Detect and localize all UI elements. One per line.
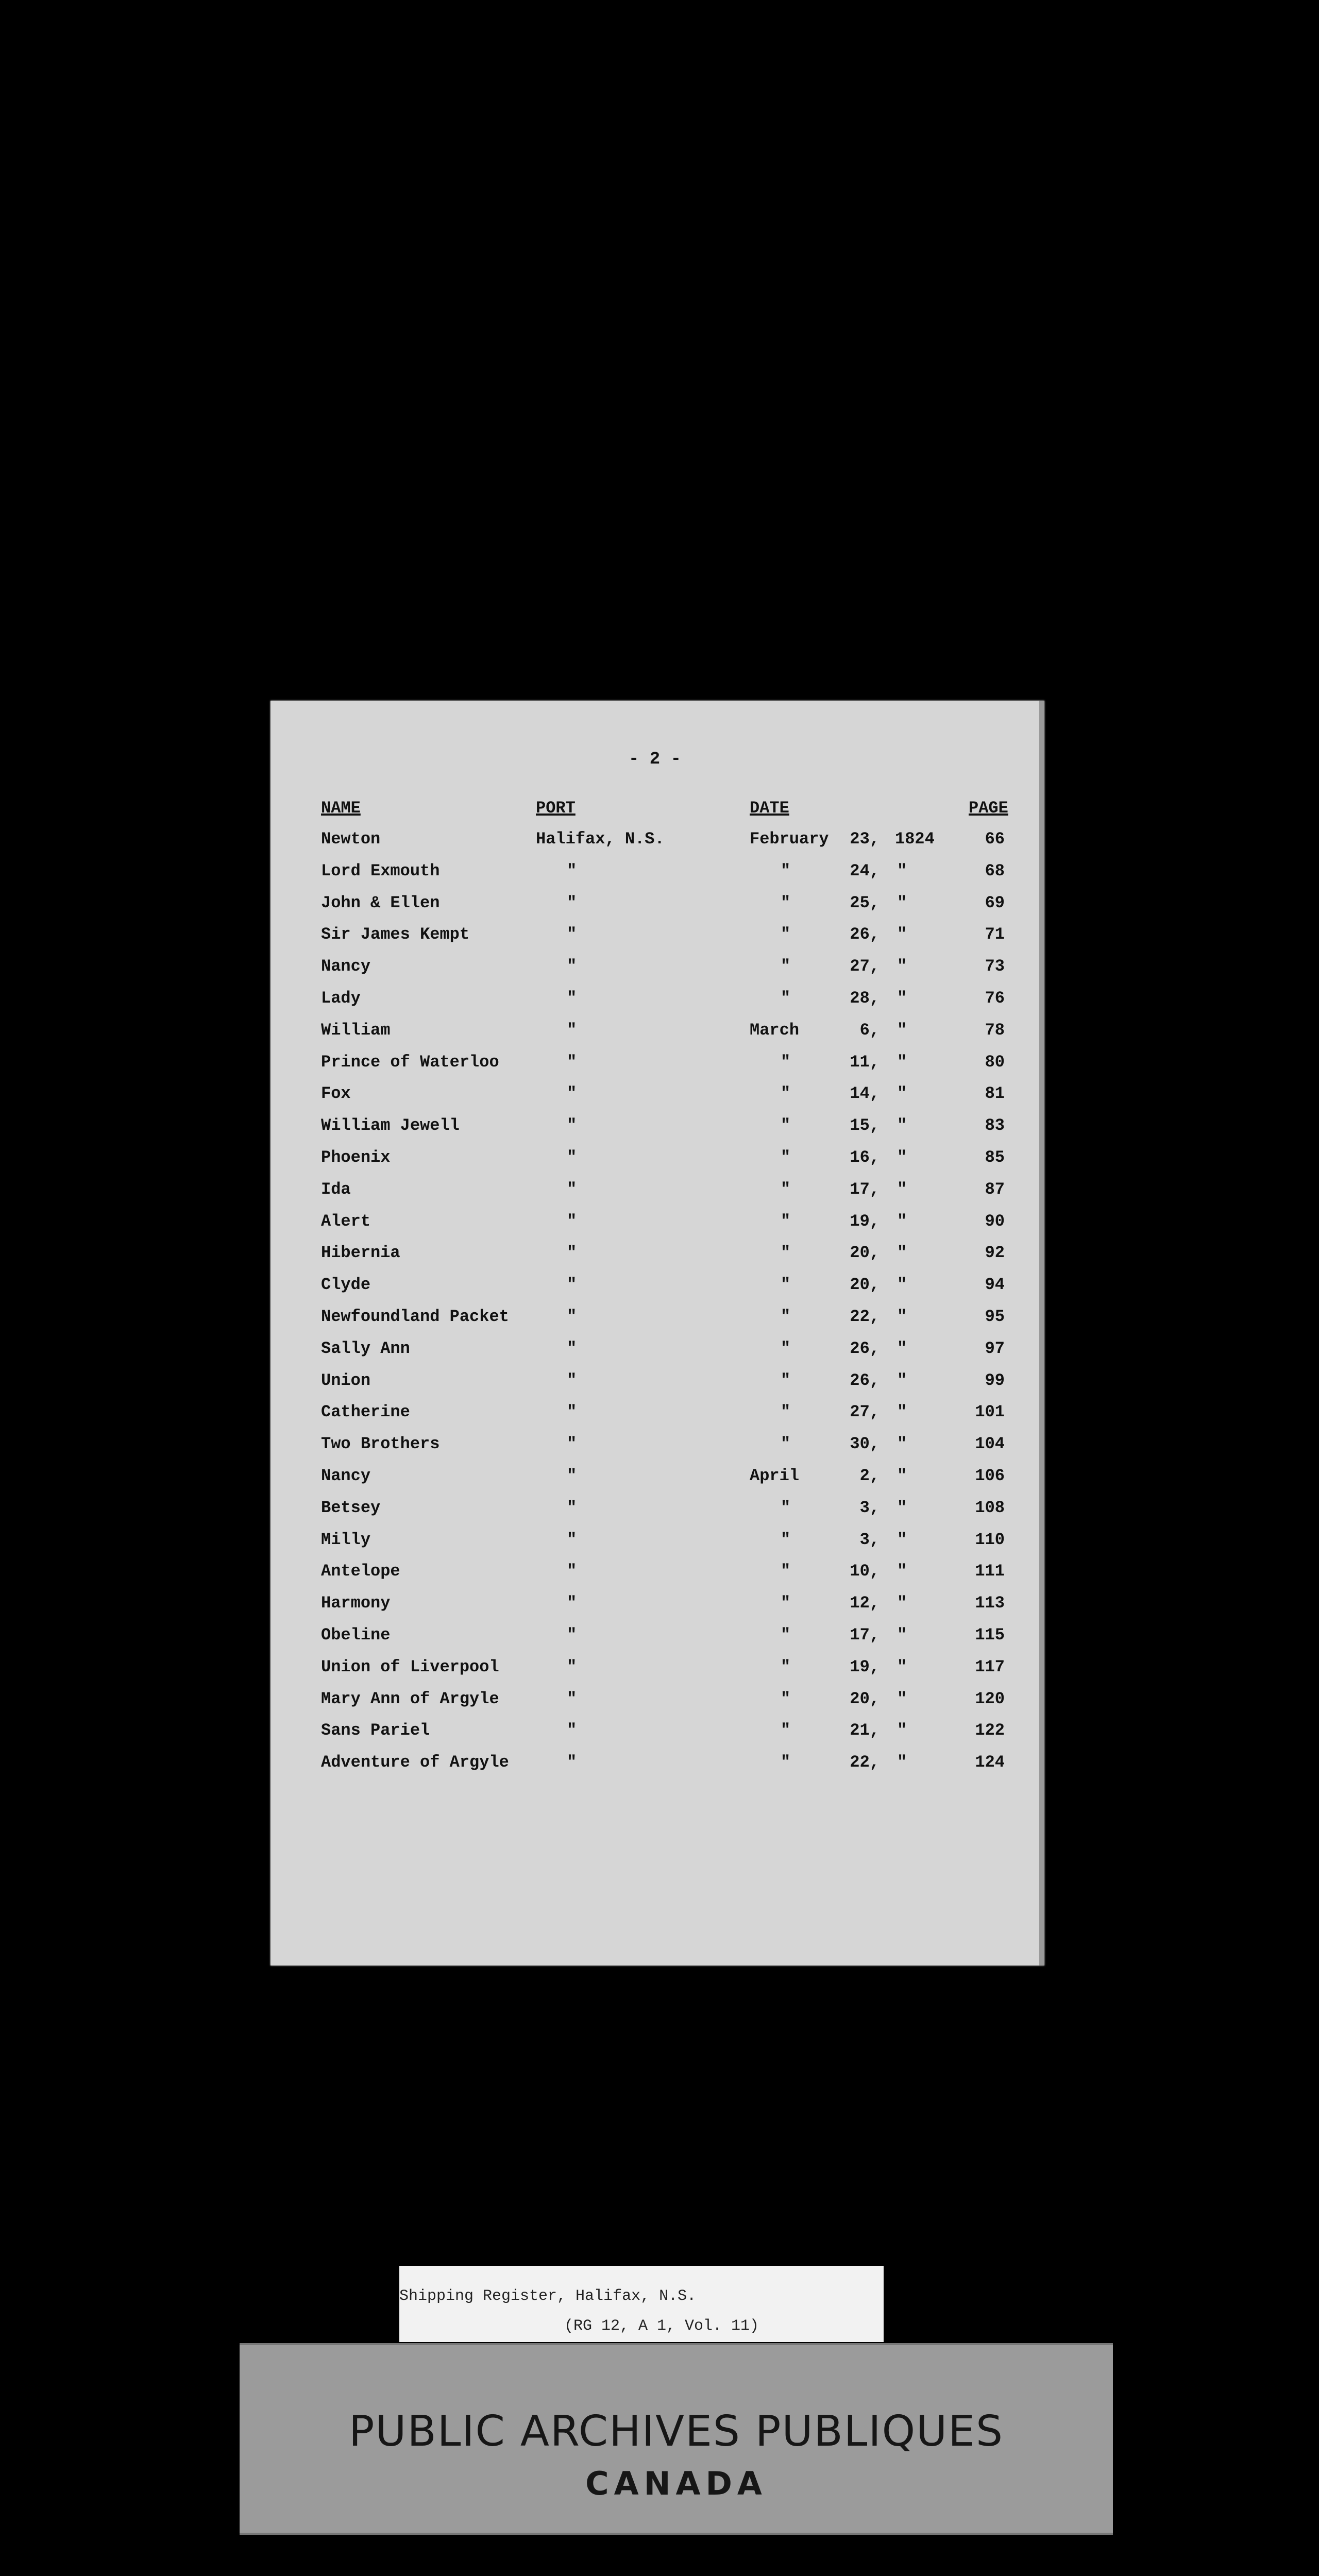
- entry-page: 71: [985, 925, 1005, 944]
- label-reference: (RG 12, A 1, Vol. 11): [564, 2317, 759, 2335]
- entry-month: ": [781, 1402, 791, 1422]
- entry-name: Alert: [321, 1211, 371, 1231]
- entry-day: 17,: [850, 1625, 880, 1645]
- entry-month: ": [781, 1498, 791, 1517]
- entry-day: 3,: [859, 1530, 880, 1549]
- entry-name: Mary Ann of Argyle: [321, 1689, 499, 1708]
- header-date: DATE: [750, 799, 789, 818]
- entry-name: Union: [321, 1370, 371, 1390]
- entry-page: 92: [985, 1243, 1005, 1263]
- entry-port: ": [567, 1020, 577, 1040]
- entry-year: ": [897, 1498, 907, 1517]
- entry-month: ": [781, 1148, 791, 1167]
- table-row: [270, 1594, 1039, 1625]
- entry-name: Clyde: [321, 1275, 371, 1295]
- entry-page: 111: [975, 1562, 1005, 1581]
- entry-page: 110: [975, 1530, 1005, 1549]
- entry-month: ": [781, 1434, 791, 1454]
- entry-port: ": [567, 1562, 577, 1581]
- entry-day: 26,: [850, 1370, 880, 1390]
- entry-year: ": [897, 1211, 907, 1231]
- entry-year: ": [897, 893, 907, 912]
- entry-name: William: [321, 1020, 391, 1040]
- entry-name: Milly: [321, 1530, 371, 1549]
- entry-month: ": [781, 1116, 791, 1136]
- entry-month: ": [781, 1179, 791, 1199]
- entry-day: 19,: [850, 1211, 880, 1231]
- entry-name: Betsey: [321, 1498, 381, 1517]
- entry-year: ": [897, 1275, 907, 1295]
- entry-port: ": [567, 1402, 577, 1422]
- entry-port: ": [567, 1370, 577, 1390]
- entry-year: ": [897, 1338, 907, 1358]
- entry-year: ": [897, 1020, 907, 1040]
- entry-month: ": [781, 1084, 791, 1104]
- entry-day: 26,: [850, 1338, 880, 1358]
- register-page: [270, 701, 1044, 1965]
- entry-month: April: [750, 1466, 800, 1485]
- entry-name: Sir James Kempt: [321, 925, 470, 944]
- entry-year: ": [897, 925, 907, 944]
- entry-year: ": [897, 1625, 907, 1645]
- entry-day: 30,: [850, 1434, 880, 1454]
- table-row: [270, 989, 1039, 1021]
- entry-year: ": [897, 957, 907, 976]
- entry-month: ": [781, 1594, 791, 1613]
- header-page: PAGE: [969, 799, 1008, 818]
- entry-port: ": [567, 1338, 577, 1358]
- entry-day: 6,: [859, 1020, 880, 1040]
- entry-port: ": [567, 1148, 577, 1167]
- table-row: [270, 1339, 1039, 1371]
- entry-name: Obeline: [321, 1625, 391, 1645]
- entry-page: 83: [985, 1116, 1005, 1136]
- entry-month: ": [781, 1211, 791, 1231]
- entry-month: ": [781, 1689, 791, 1708]
- entry-day: 19,: [850, 1657, 880, 1676]
- table-row: [270, 1148, 1039, 1180]
- entry-page: 90: [985, 1211, 1005, 1231]
- entry-year: ": [897, 989, 907, 1008]
- entry-year: ": [897, 1689, 907, 1708]
- entry-day: 2,: [859, 1466, 880, 1485]
- table-row: [270, 1275, 1039, 1307]
- entry-name: Sally Ann: [321, 1338, 410, 1358]
- entry-port: ": [567, 1594, 577, 1613]
- reference-label: [399, 2266, 884, 2342]
- entry-page: 76: [985, 989, 1005, 1008]
- entry-page: 80: [985, 1052, 1005, 1072]
- entry-port: ": [567, 1530, 577, 1549]
- entry-month: ": [781, 989, 791, 1008]
- table-row: [270, 1180, 1039, 1212]
- entry-name: Newfoundland Packet: [321, 1307, 509, 1326]
- table-row: [270, 925, 1039, 957]
- table-row: [270, 1625, 1039, 1657]
- entry-year: ": [897, 1307, 907, 1326]
- entry-name: Union of Liverpool: [321, 1657, 499, 1676]
- entry-day: 28,: [850, 989, 880, 1008]
- entry-year: ": [897, 1721, 907, 1740]
- entry-name: Harmony: [321, 1594, 391, 1613]
- entry-page: 117: [975, 1657, 1005, 1676]
- entry-name: Nancy: [321, 957, 371, 976]
- entry-name: Ida: [321, 1179, 351, 1199]
- entry-name: Sans Pariel: [321, 1721, 430, 1740]
- entry-page: 81: [985, 1084, 1005, 1104]
- entry-month: March: [750, 1020, 800, 1040]
- entry-day: 20,: [850, 1689, 880, 1708]
- table-row: [270, 1498, 1039, 1530]
- entry-name: Two Brothers: [321, 1434, 440, 1454]
- entry-page: 108: [975, 1498, 1005, 1517]
- entry-year: ": [897, 1530, 907, 1549]
- entry-port: ": [567, 1753, 577, 1772]
- entry-page: 66: [985, 829, 1005, 849]
- entry-month: ": [781, 1530, 791, 1549]
- entry-day: 15,: [850, 1116, 880, 1136]
- archives-subtitle: CANADA: [585, 2465, 767, 2502]
- entry-port: ": [567, 1721, 577, 1740]
- entry-month: February: [750, 829, 829, 849]
- entry-month: ": [781, 1753, 791, 1772]
- entry-port: ": [567, 1243, 577, 1263]
- entry-day: 27,: [850, 957, 880, 976]
- entry-month: ": [781, 1657, 791, 1676]
- entry-day: 20,: [850, 1243, 880, 1263]
- entry-name: Catherine: [321, 1402, 410, 1422]
- entry-port: ": [567, 893, 577, 912]
- table-row: [270, 1562, 1039, 1594]
- entry-page: 95: [985, 1307, 1005, 1326]
- entry-month: ": [781, 1338, 791, 1358]
- entry-day: 22,: [850, 1753, 880, 1772]
- entry-port: ": [567, 1275, 577, 1295]
- entry-port: ": [567, 1466, 577, 1485]
- entry-port: ": [567, 1211, 577, 1231]
- table-row: [270, 1657, 1039, 1689]
- entry-port: ": [567, 1657, 577, 1676]
- table-row: [270, 829, 1039, 861]
- table-row: [270, 1402, 1039, 1434]
- entry-month: ": [781, 925, 791, 944]
- table-row: [270, 1307, 1039, 1339]
- header-port: PORT: [536, 799, 576, 818]
- entry-year: ": [897, 1466, 907, 1485]
- entry-page: 104: [975, 1434, 1005, 1454]
- entry-year: ": [897, 1753, 907, 1772]
- entry-year: 1824: [895, 829, 935, 849]
- entry-name: Newton: [321, 829, 381, 849]
- entry-name: Fox: [321, 1084, 351, 1104]
- entry-port: ": [567, 1116, 577, 1136]
- entry-day: 11,: [850, 1052, 880, 1072]
- entry-month: ": [781, 1562, 791, 1581]
- entry-page: 97: [985, 1338, 1005, 1358]
- entry-month: ": [781, 1275, 791, 1295]
- entry-page: 78: [985, 1020, 1005, 1040]
- entry-port: ": [567, 1084, 577, 1104]
- table-row: [270, 1116, 1039, 1148]
- entry-day: 10,: [850, 1562, 880, 1581]
- entry-name: Adventure of Argyle: [321, 1753, 509, 1772]
- entry-name: John & Ellen: [321, 893, 440, 912]
- entry-year: ": [897, 1562, 907, 1581]
- archives-title: PUBLIC ARCHIVES PUBLIQUES: [348, 2407, 1004, 2456]
- entry-day: 3,: [859, 1498, 880, 1517]
- entry-month: ": [781, 861, 791, 880]
- table-row: [270, 1689, 1039, 1721]
- entry-page: 68: [985, 861, 1005, 880]
- entry-year: ": [897, 861, 907, 880]
- entry-page: 113: [975, 1594, 1005, 1613]
- entry-page: 115: [975, 1625, 1005, 1645]
- entry-port: ": [567, 1052, 577, 1072]
- table-row: [270, 1466, 1039, 1498]
- table-row: [270, 957, 1039, 989]
- entry-page: 106: [975, 1466, 1005, 1485]
- entry-year: ": [897, 1370, 907, 1390]
- entry-name: Prince of Waterloo: [321, 1052, 499, 1072]
- entry-year: ": [897, 1594, 907, 1613]
- entry-port: ": [567, 989, 577, 1008]
- entry-page: 124: [975, 1753, 1005, 1772]
- table-row: [270, 1084, 1039, 1116]
- entry-day: 26,: [850, 925, 880, 944]
- entry-port: ": [567, 1434, 577, 1454]
- entry-page: 94: [985, 1275, 1005, 1295]
- entry-year: ": [897, 1148, 907, 1167]
- table-row: [270, 1243, 1039, 1275]
- entry-day: 21,: [850, 1721, 880, 1740]
- entry-name: Lord Exmouth: [321, 861, 440, 880]
- entry-day: 23,: [850, 829, 880, 849]
- table-row: [270, 1753, 1039, 1785]
- entry-port: ": [567, 1307, 577, 1326]
- entry-day: 25,: [850, 893, 880, 912]
- entry-port: ": [567, 1498, 577, 1517]
- entry-day: 14,: [850, 1084, 880, 1104]
- page-number: - 2 -: [628, 750, 682, 769]
- entry-name: Lady: [321, 989, 361, 1008]
- entry-page: 69: [985, 893, 1005, 912]
- entry-year: ": [897, 1116, 907, 1136]
- entry-year: ": [897, 1434, 907, 1454]
- entry-page: 101: [975, 1402, 1005, 1422]
- entry-year: ": [897, 1179, 907, 1199]
- entry-month: ": [781, 1370, 791, 1390]
- entry-month: ": [781, 957, 791, 976]
- entry-port: ": [567, 957, 577, 976]
- table-row: [270, 1530, 1039, 1562]
- entry-month: ": [781, 1243, 791, 1263]
- entry-day: 20,: [850, 1275, 880, 1295]
- entry-page: 87: [985, 1179, 1005, 1199]
- entry-page: 85: [985, 1148, 1005, 1167]
- table-row: [270, 1371, 1039, 1403]
- entry-name: Nancy: [321, 1466, 371, 1485]
- entry-year: ": [897, 1052, 907, 1072]
- entry-month: ": [781, 1307, 791, 1326]
- entry-port: ": [567, 1179, 577, 1199]
- entry-day: 24,: [850, 861, 880, 880]
- entry-port: ": [567, 861, 577, 880]
- entry-page: 99: [985, 1370, 1005, 1390]
- table-row: [270, 893, 1039, 925]
- table-row: [270, 1021, 1039, 1053]
- header-name: NAME: [321, 799, 361, 818]
- entry-page: 73: [985, 957, 1005, 976]
- table-row: [270, 1434, 1039, 1466]
- entry-year: ": [897, 1243, 907, 1263]
- entry-day: 27,: [850, 1402, 880, 1422]
- entry-month: ": [781, 1052, 791, 1072]
- archives-banner: [240, 2343, 1113, 2535]
- entry-month: ": [781, 893, 791, 912]
- entry-month: ": [781, 1625, 791, 1645]
- entry-year: ": [897, 1402, 907, 1422]
- entry-page: 120: [975, 1689, 1005, 1708]
- table-row: [270, 861, 1039, 893]
- entry-page: 122: [975, 1721, 1005, 1740]
- entry-day: 16,: [850, 1148, 880, 1167]
- entry-day: 22,: [850, 1307, 880, 1326]
- entry-year: ": [897, 1657, 907, 1676]
- table-row: [270, 1721, 1039, 1753]
- entry-year: ": [897, 1084, 907, 1104]
- entry-name: William Jewell: [321, 1116, 460, 1136]
- entry-port: Halifax, N.S.: [536, 829, 665, 849]
- entry-port: ": [567, 1689, 577, 1708]
- entry-port: ": [567, 925, 577, 944]
- entry-name: Phoenix: [321, 1148, 391, 1167]
- label-title: Shipping Register, Halifax, N.S.: [399, 2287, 697, 2305]
- entry-name: Antelope: [321, 1562, 400, 1581]
- table-row: [270, 1212, 1039, 1244]
- table-header: [270, 799, 1039, 831]
- table-row: [270, 1053, 1039, 1084]
- entry-day: 17,: [850, 1179, 880, 1199]
- entry-name: Hibernia: [321, 1243, 400, 1263]
- entry-month: ": [781, 1721, 791, 1740]
- entry-day: 12,: [850, 1594, 880, 1613]
- entry-port: ": [567, 1625, 577, 1645]
